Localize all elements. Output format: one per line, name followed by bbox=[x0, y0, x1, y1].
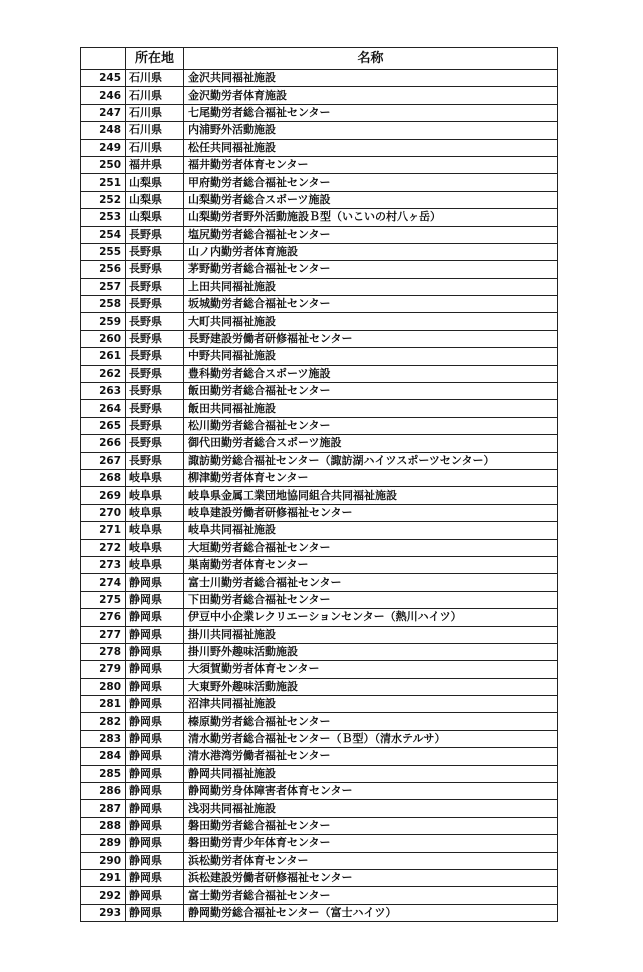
row-name: 大須賀勤労者体育センター bbox=[184, 661, 558, 678]
row-prefecture: 長野県 bbox=[126, 452, 184, 469]
row-prefecture: 岐阜県 bbox=[126, 556, 184, 573]
row-number: 274 bbox=[81, 574, 126, 591]
row-name: 上田共同福祉施設 bbox=[184, 278, 558, 295]
row-number: 267 bbox=[81, 452, 126, 469]
row-prefecture: 長野県 bbox=[126, 330, 184, 347]
table-row bbox=[81, 783, 558, 800]
row-name: 大垣勤労者総合福祉センター bbox=[184, 539, 558, 556]
table-row bbox=[81, 226, 558, 243]
row-number: 257 bbox=[81, 278, 126, 295]
table-row bbox=[81, 539, 558, 556]
table-row bbox=[81, 800, 558, 817]
table-row bbox=[81, 278, 558, 295]
row-number: 277 bbox=[81, 626, 126, 643]
row-prefecture: 静岡県 bbox=[126, 730, 184, 747]
row-prefecture: 山梨県 bbox=[126, 209, 184, 226]
table-row bbox=[81, 609, 558, 626]
row-prefecture: 静岡県 bbox=[126, 713, 184, 730]
table-row bbox=[81, 156, 558, 173]
row-prefecture: 長野県 bbox=[126, 400, 184, 417]
row-prefecture: 静岡県 bbox=[126, 817, 184, 834]
row-prefecture: 静岡県 bbox=[126, 609, 184, 626]
table-row bbox=[81, 435, 558, 452]
row-name: 静岡勤労総合福祉センター（富士ハイツ） bbox=[184, 904, 558, 921]
table-row bbox=[81, 643, 558, 660]
row-prefecture: 石川県 bbox=[126, 139, 184, 156]
row-number: 275 bbox=[81, 591, 126, 608]
row-name: 下田勤労者総合福祉センター bbox=[184, 591, 558, 608]
row-prefecture: 石川県 bbox=[126, 87, 184, 104]
row-prefecture: 岐阜県 bbox=[126, 539, 184, 556]
row-number: 250 bbox=[81, 156, 126, 173]
row-name: 柳津勤労者体育センター bbox=[184, 469, 558, 486]
table-row bbox=[81, 330, 558, 347]
row-name: 飯田共同福祉施設 bbox=[184, 400, 558, 417]
row-name: 七尾勤労者総合福祉センター bbox=[184, 104, 558, 121]
row-name: 富士勤労者総合福祉センター bbox=[184, 887, 558, 904]
row-number: 258 bbox=[81, 296, 126, 313]
row-name: 伊豆中小企業レクリエーションセンター（熱川ハイツ） bbox=[184, 609, 558, 626]
row-name: 掛川野外趣味活動施設 bbox=[184, 643, 558, 660]
table-row bbox=[81, 835, 558, 852]
row-prefecture: 長野県 bbox=[126, 348, 184, 365]
row-name: 磐田勤労青少年体育センター bbox=[184, 835, 558, 852]
table-row bbox=[81, 191, 558, 208]
row-number: 271 bbox=[81, 522, 126, 539]
row-number: 251 bbox=[81, 174, 126, 191]
row-prefecture: 静岡県 bbox=[126, 783, 184, 800]
row-name: 浜松勤労者体育センター bbox=[184, 852, 558, 869]
row-number: 282 bbox=[81, 713, 126, 730]
row-number: 254 bbox=[81, 226, 126, 243]
row-prefecture: 山梨県 bbox=[126, 174, 184, 191]
row-number: 262 bbox=[81, 365, 126, 382]
table-row bbox=[81, 626, 558, 643]
row-number: 284 bbox=[81, 748, 126, 765]
table-header-row bbox=[81, 48, 558, 70]
row-name: 静岡共同福祉施設 bbox=[184, 765, 558, 782]
table-body bbox=[81, 70, 558, 922]
row-number: 272 bbox=[81, 539, 126, 556]
row-name: 岐阜県金属工業団地協同組合共同福祉施設 bbox=[184, 487, 558, 504]
row-number: 288 bbox=[81, 817, 126, 834]
row-number: 264 bbox=[81, 400, 126, 417]
row-number: 269 bbox=[81, 487, 126, 504]
table-row bbox=[81, 261, 558, 278]
table-row bbox=[81, 696, 558, 713]
row-number: 249 bbox=[81, 139, 126, 156]
table-row bbox=[81, 104, 558, 121]
table-row bbox=[81, 852, 558, 869]
table-row bbox=[81, 313, 558, 330]
table-row bbox=[81, 365, 558, 382]
row-prefecture: 長野県 bbox=[126, 261, 184, 278]
row-number: 265 bbox=[81, 417, 126, 434]
table-row bbox=[81, 522, 558, 539]
row-number: 255 bbox=[81, 243, 126, 260]
row-number: 281 bbox=[81, 696, 126, 713]
row-prefecture: 長野県 bbox=[126, 383, 184, 400]
row-name: 大東野外趣味活動施設 bbox=[184, 678, 558, 695]
row-name: 山梨勤労者野外活動施設Ｂ型（いこいの村八ヶ岳） bbox=[184, 209, 558, 226]
table-row bbox=[81, 400, 558, 417]
row-name: 浅羽共同福祉施設 bbox=[184, 800, 558, 817]
table-row bbox=[81, 713, 558, 730]
table-row bbox=[81, 174, 558, 191]
row-number: 268 bbox=[81, 469, 126, 486]
row-name: 浜松建設労働者研修福祉センター bbox=[184, 869, 558, 886]
row-prefecture: 長野県 bbox=[126, 243, 184, 260]
row-prefecture: 石川県 bbox=[126, 104, 184, 121]
row-prefecture: 岐阜県 bbox=[126, 487, 184, 504]
table-row bbox=[81, 556, 558, 573]
row-number: 260 bbox=[81, 330, 126, 347]
table-row bbox=[81, 296, 558, 313]
table-row bbox=[81, 469, 558, 486]
row-name: 沼津共同福祉施設 bbox=[184, 696, 558, 713]
row-number: 263 bbox=[81, 383, 126, 400]
table-row bbox=[81, 869, 558, 886]
row-name: 中野共同福祉施設 bbox=[184, 348, 558, 365]
row-prefecture: 静岡県 bbox=[126, 800, 184, 817]
row-name: 清水港湾労働者福祉センター bbox=[184, 748, 558, 765]
row-prefecture: 長野県 bbox=[126, 226, 184, 243]
row-name: 諏訪勤労総合福祉センター（諏訪湖ハイツスポーツセンター） bbox=[184, 452, 558, 469]
table-row bbox=[81, 452, 558, 469]
row-number: 278 bbox=[81, 643, 126, 660]
table-row bbox=[81, 817, 558, 834]
row-name: 松川勤労者総合福祉センター bbox=[184, 417, 558, 434]
row-number: 252 bbox=[81, 191, 126, 208]
row-prefecture: 静岡県 bbox=[126, 869, 184, 886]
row-name: 飯田勤労者総合福祉センター bbox=[184, 383, 558, 400]
table-row bbox=[81, 243, 558, 260]
row-name: 坂城勤労者総合福祉センター bbox=[184, 296, 558, 313]
row-prefecture: 静岡県 bbox=[126, 852, 184, 869]
row-name: 金沢共同福祉施設 bbox=[184, 70, 558, 87]
row-prefecture: 福井県 bbox=[126, 156, 184, 173]
row-name: 金沢勤労者体育施設 bbox=[184, 87, 558, 104]
table-row bbox=[81, 765, 558, 782]
row-number: 276 bbox=[81, 609, 126, 626]
row-name: 岐阜建設労働者研修福祉センター bbox=[184, 504, 558, 521]
table-row bbox=[81, 678, 558, 695]
row-number: 293 bbox=[81, 904, 126, 921]
row-name: 掛川共同福祉施設 bbox=[184, 626, 558, 643]
row-name: 富士川勤労者総合福祉センター bbox=[184, 574, 558, 591]
row-prefecture: 長野県 bbox=[126, 417, 184, 434]
row-prefecture: 岐阜県 bbox=[126, 469, 184, 486]
row-name: 山ノ内勤労者体育施設 bbox=[184, 243, 558, 260]
row-prefecture: 岐阜県 bbox=[126, 504, 184, 521]
row-prefecture: 石川県 bbox=[126, 70, 184, 87]
row-prefecture: 長野県 bbox=[126, 435, 184, 452]
row-name: 清水勤労者総合福祉センター（Ｂ型）（清水テルサ） bbox=[184, 730, 558, 747]
table-row bbox=[81, 504, 558, 521]
row-prefecture: 静岡県 bbox=[126, 887, 184, 904]
row-prefecture: 静岡県 bbox=[126, 661, 184, 678]
row-prefecture: 静岡県 bbox=[126, 904, 184, 921]
row-name: 内浦野外活動施設 bbox=[184, 122, 558, 139]
row-prefecture: 長野県 bbox=[126, 313, 184, 330]
row-name: 岐阜共同福祉施設 bbox=[184, 522, 558, 539]
row-prefecture: 石川県 bbox=[126, 122, 184, 139]
row-prefecture: 静岡県 bbox=[126, 765, 184, 782]
row-name: 甲府勤労者総合福祉センター bbox=[184, 174, 558, 191]
row-name: 静岡勤労身体障害者体育センター bbox=[184, 783, 558, 800]
table-row bbox=[81, 730, 558, 747]
row-prefecture: 静岡県 bbox=[126, 591, 184, 608]
table-row bbox=[81, 661, 558, 678]
row-name: 塩尻勤労者総合福祉センター bbox=[184, 226, 558, 243]
row-number: 247 bbox=[81, 104, 126, 121]
header-number bbox=[81, 48, 126, 70]
row-number: 266 bbox=[81, 435, 126, 452]
row-number: 285 bbox=[81, 765, 126, 782]
table-row bbox=[81, 904, 558, 921]
header-prefecture: 所在地 bbox=[126, 48, 184, 70]
table-row bbox=[81, 591, 558, 608]
row-number: 270 bbox=[81, 504, 126, 521]
row-prefecture: 山梨県 bbox=[126, 191, 184, 208]
row-prefecture: 静岡県 bbox=[126, 626, 184, 643]
row-prefecture: 長野県 bbox=[126, 296, 184, 313]
row-prefecture: 静岡県 bbox=[126, 643, 184, 660]
row-prefecture: 静岡県 bbox=[126, 748, 184, 765]
row-number: 290 bbox=[81, 852, 126, 869]
row-name: 長野建設労働者研修福祉センター bbox=[184, 330, 558, 347]
row-name: 豊科勤労者総合スポーツ施設 bbox=[184, 365, 558, 382]
row-prefecture: 長野県 bbox=[126, 278, 184, 295]
row-prefecture: 静岡県 bbox=[126, 678, 184, 695]
row-number: 245 bbox=[81, 70, 126, 87]
row-name: 榛原勤労者総合福祉センター bbox=[184, 713, 558, 730]
row-name: 巣南勤労者体育センター bbox=[184, 556, 558, 573]
table-row bbox=[81, 748, 558, 765]
table-row bbox=[81, 348, 558, 365]
table-row bbox=[81, 139, 558, 156]
facility-table bbox=[80, 47, 558, 922]
row-name: 御代田勤労者総合スポーツ施設 bbox=[184, 435, 558, 452]
row-prefecture: 静岡県 bbox=[126, 835, 184, 852]
row-number: 256 bbox=[81, 261, 126, 278]
header-name: 名称 bbox=[184, 48, 558, 70]
row-name: 茅野勤労者総合福祉センター bbox=[184, 261, 558, 278]
row-name: 松任共同福祉施設 bbox=[184, 139, 558, 156]
row-prefecture: 静岡県 bbox=[126, 574, 184, 591]
row-name: 福井勤労者体育センター bbox=[184, 156, 558, 173]
row-number: 259 bbox=[81, 313, 126, 330]
row-number: 286 bbox=[81, 783, 126, 800]
row-number: 280 bbox=[81, 678, 126, 695]
row-number: 246 bbox=[81, 87, 126, 104]
table-row bbox=[81, 87, 558, 104]
table-row bbox=[81, 122, 558, 139]
row-prefecture: 岐阜県 bbox=[126, 522, 184, 539]
row-name: 磐田勤労者総合福祉センター bbox=[184, 817, 558, 834]
row-number: 273 bbox=[81, 556, 126, 573]
row-number: 287 bbox=[81, 800, 126, 817]
row-number: 261 bbox=[81, 348, 126, 365]
row-name: 山梨勤労者総合スポーツ施設 bbox=[184, 191, 558, 208]
row-number: 283 bbox=[81, 730, 126, 747]
row-number: 292 bbox=[81, 887, 126, 904]
table-row bbox=[81, 417, 558, 434]
row-number: 289 bbox=[81, 835, 126, 852]
table-row bbox=[81, 209, 558, 226]
table-row bbox=[81, 70, 558, 87]
row-prefecture: 長野県 bbox=[126, 365, 184, 382]
table-row bbox=[81, 887, 558, 904]
row-name: 大町共同福祉施設 bbox=[184, 313, 558, 330]
row-number: 253 bbox=[81, 209, 126, 226]
table-row bbox=[81, 487, 558, 504]
row-prefecture: 静岡県 bbox=[126, 696, 184, 713]
table-row bbox=[81, 383, 558, 400]
row-number: 291 bbox=[81, 869, 126, 886]
table-row bbox=[81, 574, 558, 591]
row-number: 279 bbox=[81, 661, 126, 678]
row-number: 248 bbox=[81, 122, 126, 139]
